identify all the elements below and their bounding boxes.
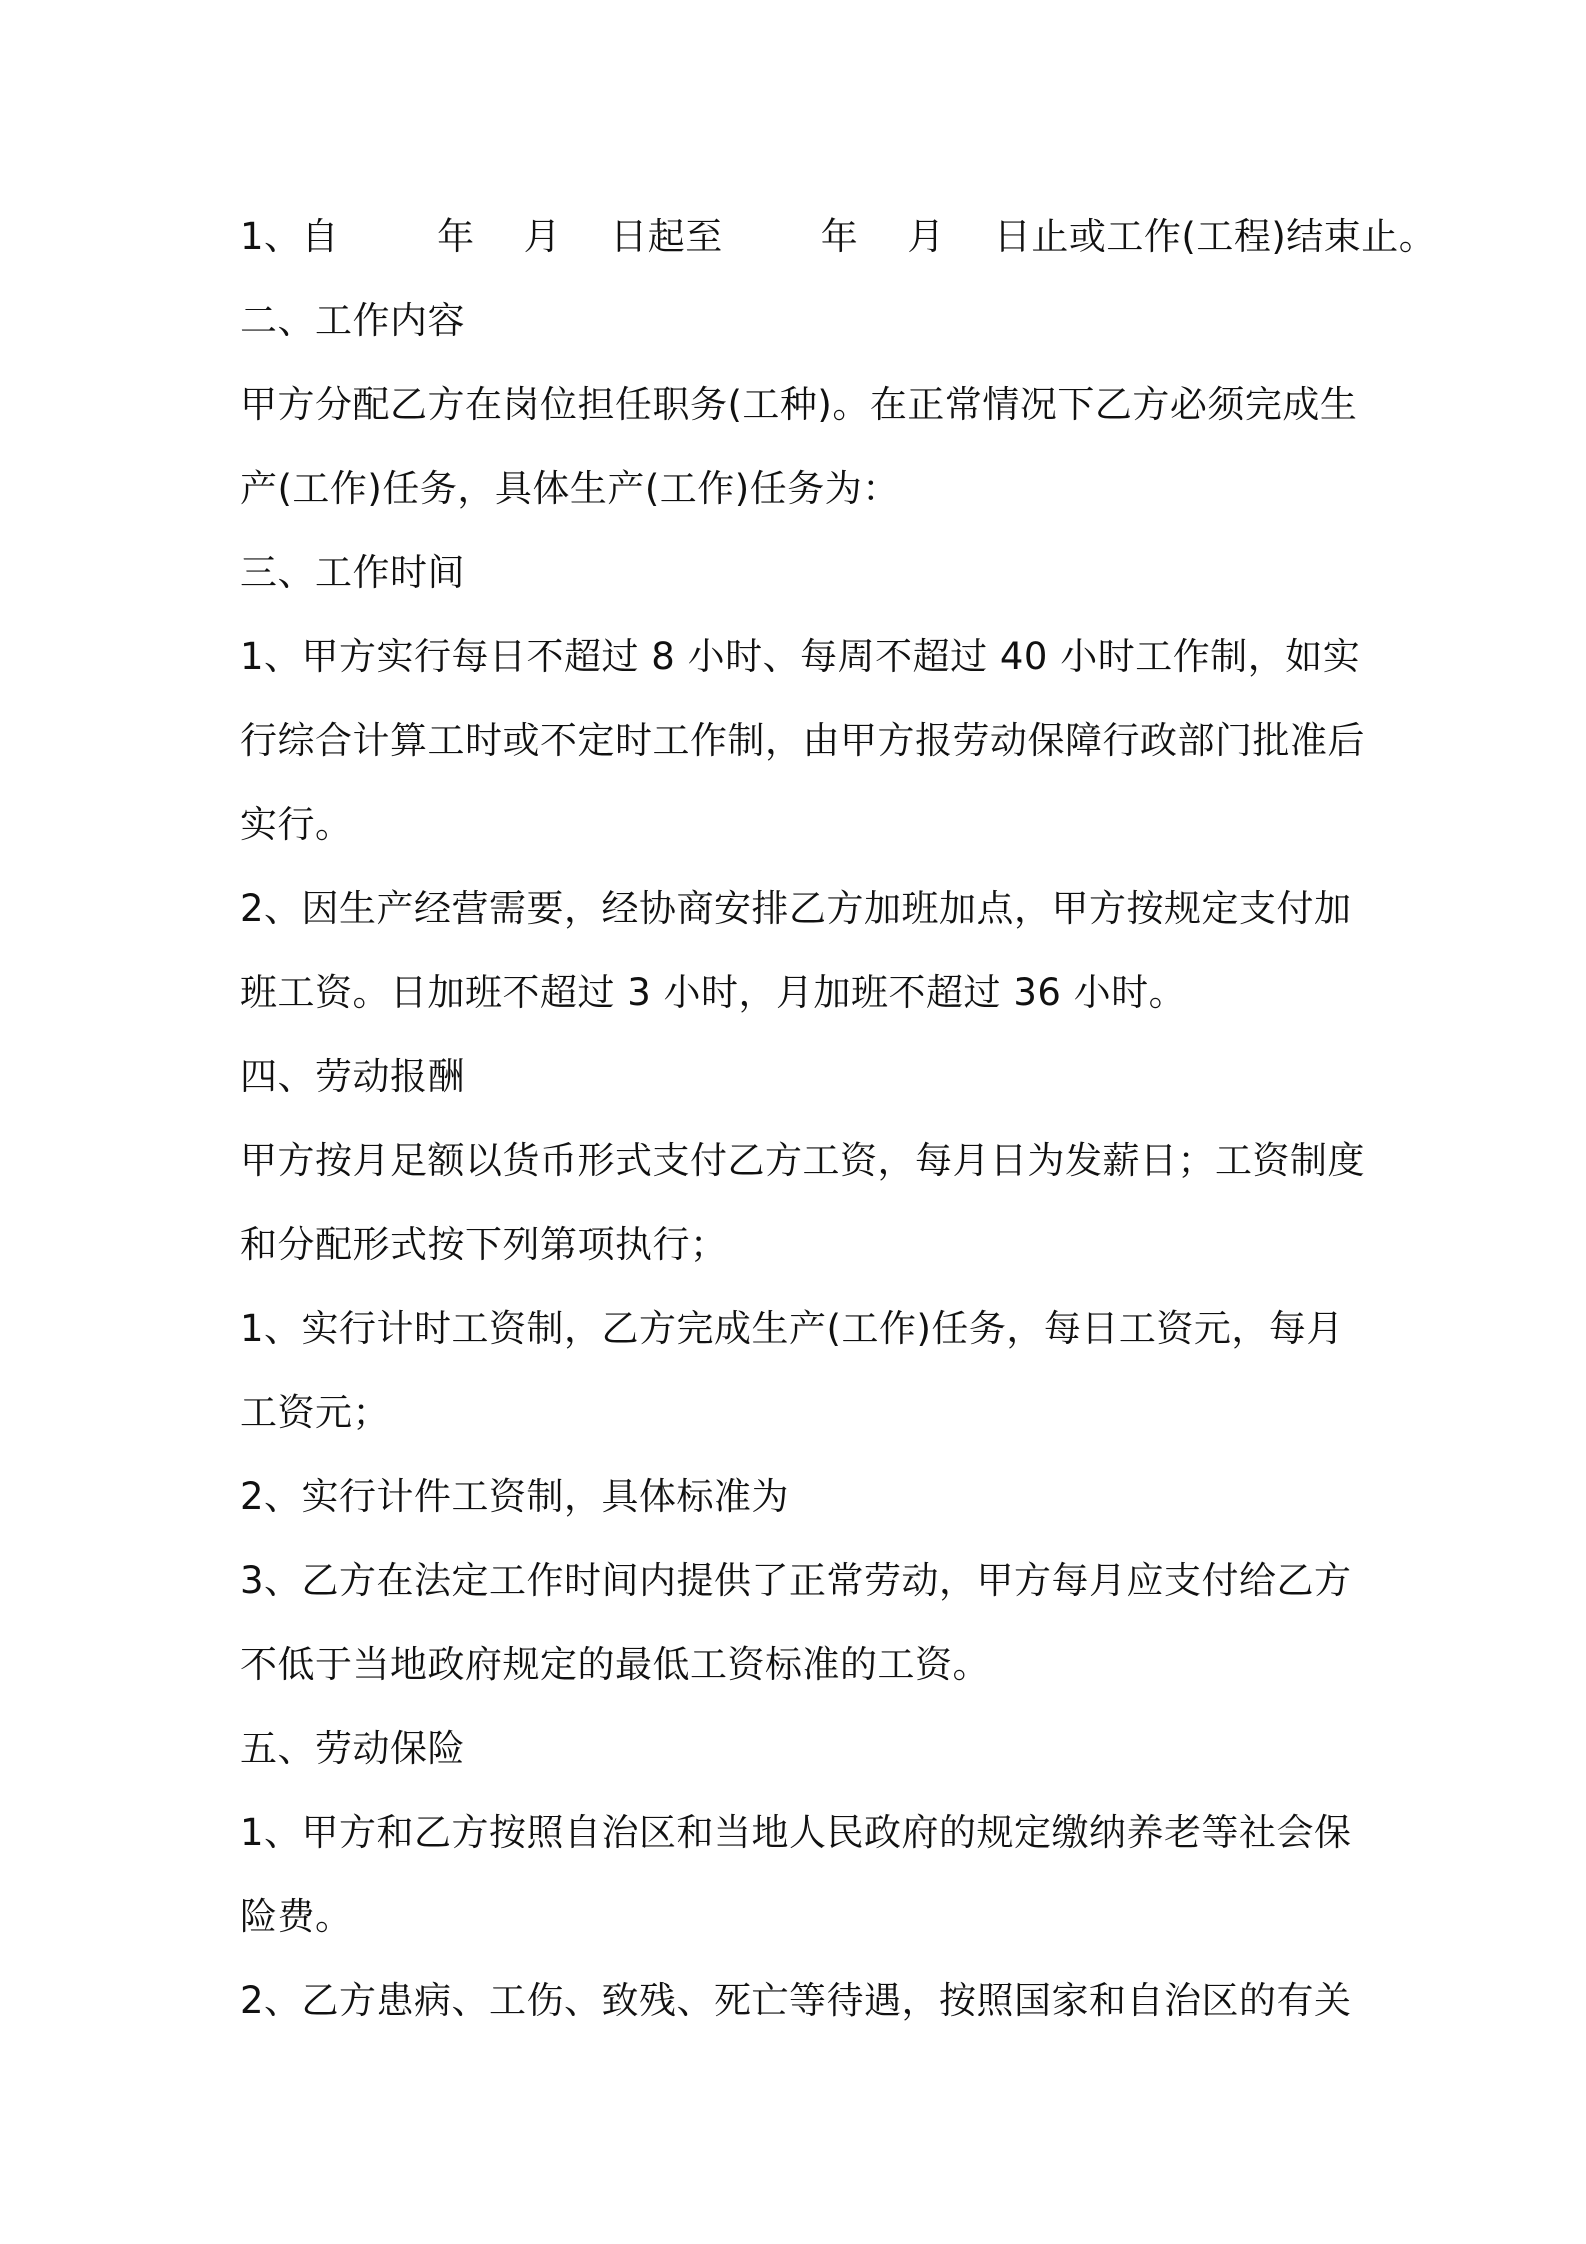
contract-body [240, 195, 1437, 2043]
paragraph-line: 3、乙方在法定工作时间内提供了正常劳动，甲方每月应支付给乙方 [240, 1559, 1352, 1602]
paragraph-line: 实行。 [240, 803, 353, 846]
paragraph-line: 甲方分配乙方在岗位担任职务(工种)。在正常情况下乙方必须完成生 [240, 383, 1358, 426]
paragraph-line: 1、甲方和乙方按照自治区和当地人民政府的规定缴纳养老等社会保 [240, 1811, 1352, 1854]
paragraph-line: 甲方按月足额以货币形式支付乙方工资，每月日为发薪日；工资制度 [240, 1139, 1365, 1182]
paragraph-line: 不低于当地政府规定的最低工资标准的工资。 [240, 1643, 990, 1686]
paragraph-line: 和分配形式按下列第项执行； [240, 1223, 728, 1266]
section-heading-remuneration: 四、劳动报酬 [240, 1055, 465, 1098]
paragraph-line: 2、乙方患病、工伤、致残、死亡等待遇，按照国家和自治区的有关 [240, 1979, 1352, 2022]
paragraph-line: 行综合计算工时或不定时工作制，由甲方报劳动保障行政部门批准后 [240, 719, 1365, 762]
paragraph-line: 1、实行计时工资制，乙方完成生产(工作)任务，每日工资元，每月 [240, 1307, 1344, 1350]
clause-term-dates: 1、自 年 月 日起至 年 月 日止或工作(工程)结束止。 [240, 215, 1437, 258]
section-heading-labor-insurance: 五、劳动保险 [240, 1727, 465, 1770]
paragraph-line: 工资元； [240, 1391, 390, 1434]
paragraph-line: 险费。 [240, 1895, 353, 1938]
paragraph-line: 2、实行计件工资制，具体标准为 [240, 1475, 790, 1518]
paragraph-line: 产(工作)任务，具体生产(工作)任务为： [240, 467, 900, 510]
paragraph-line: 班工资。日加班不超过 3 小时，月加班不超过 36 小时。 [240, 971, 1187, 1014]
section-heading-work-time: 三、工作时间 [240, 551, 465, 594]
section-heading-work-content: 二、工作内容 [240, 299, 465, 342]
paragraph-line: 1、甲方实行每日不超过 8 小时、每周不超过 40 小时工作制，如实 [240, 635, 1361, 678]
paragraph-line: 2、因生产经营需要，经协商安排乙方加班加点，甲方按规定支付加 [240, 887, 1352, 930]
